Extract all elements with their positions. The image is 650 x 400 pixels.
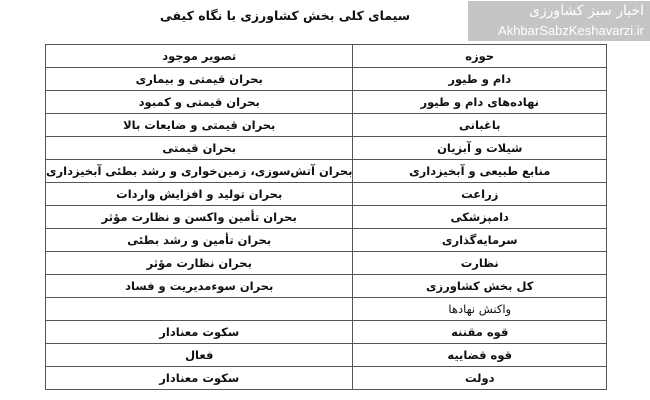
cell-status: بحران قیمتی و کمبود [46, 91, 353, 114]
table-row [46, 91, 607, 114]
table-header-row [46, 45, 607, 68]
watermark [468, 1, 650, 41]
cell-domain: واکنش نهادها [353, 298, 607, 321]
table-row [46, 206, 607, 229]
cell-domain: قوه مقننه [353, 321, 607, 344]
cell-domain: کل بخش کشاورزی [353, 275, 607, 298]
cell-status: بحران نظارت مؤثر [46, 252, 353, 275]
watermark-name: اخبار سبز کشاورزی [528, 3, 644, 19]
cell-status: بحران سوءمدیریت و فساد [46, 275, 353, 298]
cell-status: سکوت معنادار [46, 321, 353, 344]
cell-status: بحران قیمتی و ضایعات بالا [46, 114, 353, 137]
table-row [46, 275, 607, 298]
table-row [46, 367, 607, 390]
document-title: سیمای کلی بخش کشاورزی با نگاه کیفی [159, 8, 411, 23]
table-row [46, 298, 607, 321]
table-row [46, 114, 607, 137]
cell-status: بحران تأمین و رشد بطئی [46, 229, 353, 252]
watermark-url: AkhbarSabzKeshavarzi.ir [498, 23, 644, 38]
cell-status: بحران تولید و افزایش واردات [46, 183, 353, 206]
header-domain: حوزه [353, 45, 607, 68]
table-row [46, 252, 607, 275]
cell-status: بحران قیمتی [46, 137, 353, 160]
cell-domain: باغبانی [353, 114, 607, 137]
table-row [46, 160, 607, 183]
header-current-picture: تصویر موجود [46, 45, 353, 68]
cell-status: فعال [46, 344, 353, 367]
table-row [46, 137, 607, 160]
cell-domain: دولت [353, 367, 607, 390]
table-row [46, 68, 607, 91]
cell-status: بحران آتش‌سوزی، زمین‌خواری و رشد بطئی آبخیزداری [46, 160, 353, 183]
cell-domain: منابع طبیعی و آبخیزداری [353, 160, 607, 183]
cell-status: بحران تأمین واکسن و نظارت مؤثر [46, 206, 353, 229]
cell-status: سکوت معنادار [46, 367, 353, 390]
cell-domain: سرمایه‌گذاری [353, 229, 607, 252]
cell-status [46, 298, 353, 321]
table-row [46, 229, 607, 252]
cell-domain: نهاده‌های دام و طیور [353, 91, 607, 114]
table-row [46, 344, 607, 367]
cell-domain: دام و طیور [353, 68, 607, 91]
cell-domain: زراعت [353, 183, 607, 206]
cell-domain: دامپزشکی [353, 206, 607, 229]
cell-domain: قوه قضاییه [353, 344, 607, 367]
cell-domain: شیلات و آبزیان [353, 137, 607, 160]
table-row [46, 321, 607, 344]
cell-domain: نظارت [353, 252, 607, 275]
table-row [46, 183, 607, 206]
cell-status: بحران قیمتی و بیماری [46, 68, 353, 91]
agriculture-table [45, 44, 607, 390]
